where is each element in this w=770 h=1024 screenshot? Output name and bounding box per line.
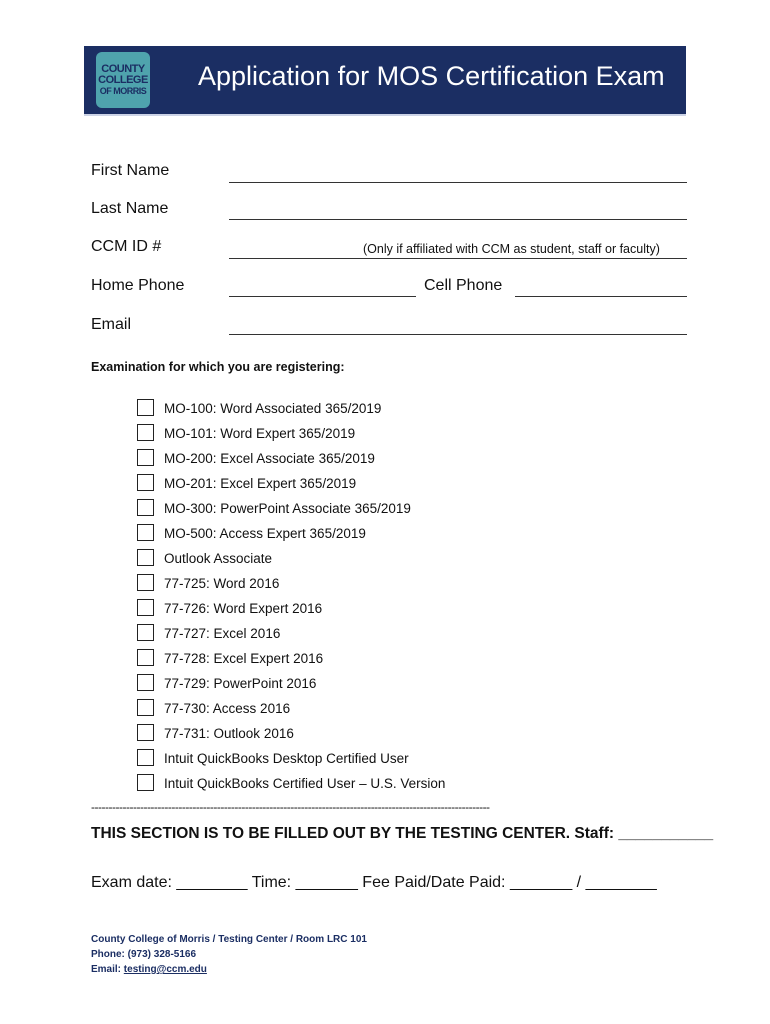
cell-phone-label: Cell Phone	[424, 277, 503, 294]
logo-line-2: COLLEGE	[98, 74, 148, 86]
exam-heading: Examination for which you are registering:	[91, 360, 345, 374]
exam-option-label: 77-728: Excel Expert 2016	[164, 651, 324, 666]
email-label: Email	[91, 316, 132, 333]
exam-info-line: Exam date: ________ Time: _______ Fee Paid/Date Paid: _______ / ________	[91, 874, 657, 891]
testing-center-heading: THIS SECTION IS TO BE FILLED OUT BY THE TESTING CENTER. Staff: ___________	[91, 825, 714, 842]
exam-checkbox[interactable]	[137, 699, 154, 716]
footer-phone: Phone: (973) 328-5166	[91, 949, 197, 960]
first-name-label: First Name	[91, 162, 170, 179]
ccm-id-field[interactable]	[229, 258, 687, 259]
footer-email-link[interactable]: testing@ccm.edu	[123, 964, 207, 975]
exam-option-label: Intuit QuickBooks Certified User – U.S. Version	[164, 776, 446, 791]
home-phone-field[interactable]	[229, 296, 416, 297]
exam-checkbox[interactable]	[137, 499, 154, 516]
exam-option-label: 77-726: Word Expert 2016	[164, 601, 323, 616]
exam-option-label: MO-100: Word Associated 365/2019	[164, 401, 382, 416]
exam-checkbox[interactable]	[137, 599, 154, 616]
exam-option-label: 77-731: Outlook 2016	[164, 726, 294, 741]
page-title: Application for MOS Certification Exam	[198, 61, 665, 91]
exam-checkbox[interactable]	[137, 474, 154, 491]
last-name-field[interactable]	[229, 219, 687, 220]
exam-checkbox[interactable]	[137, 574, 154, 591]
cell-phone-field[interactable]	[515, 296, 687, 297]
footer-address: County College of Morris / Testing Center / Room LRC 101	[91, 934, 367, 945]
ccm-id-label: CCM ID #	[91, 238, 162, 255]
exam-option-label: MO-201: Excel Expert 365/2019	[164, 476, 357, 491]
footer-email-line	[91, 962, 367, 977]
logo-line-3: OF MORRIS	[99, 85, 147, 96]
ccm-id-note: (Only if affiliated with CCM as student, staff or faculty)	[363, 242, 660, 256]
exam-option-label: Outlook Associate	[164, 551, 273, 566]
exam-option-label: MO-200: Excel Associate 365/2019	[164, 451, 375, 466]
exam-checkbox[interactable]	[137, 774, 154, 791]
exam-option-label: MO-101: Word Expert 365/2019	[164, 426, 356, 441]
exam-option-label: 77-725: Word 2016	[164, 576, 280, 591]
exam-option-label: 77-730: Access 2016	[164, 701, 291, 716]
exam-checkbox[interactable]	[137, 524, 154, 541]
exam-checkbox[interactable]	[137, 749, 154, 766]
exam-checkbox[interactable]	[137, 624, 154, 641]
first-name-field[interactable]	[229, 182, 687, 183]
exam-option-label: MO-500: Access Expert 365/2019	[164, 526, 366, 541]
footer-contact	[91, 932, 367, 977]
exam-checkbox[interactable]	[137, 449, 154, 466]
header-banner	[84, 46, 686, 116]
footer-email-prefix: Email:	[91, 964, 124, 975]
exam-checkbox[interactable]	[137, 549, 154, 566]
exam-checkbox[interactable]	[137, 399, 154, 416]
exam-option-label: MO-300: PowerPoint Associate 365/2019	[164, 501, 411, 516]
home-phone-label: Home Phone	[91, 277, 185, 294]
exam-checkbox[interactable]	[137, 649, 154, 666]
exam-option-label: Intuit QuickBooks Desktop Certified User	[164, 751, 409, 766]
last-name-label: Last Name	[91, 200, 169, 217]
exam-checkbox[interactable]	[137, 724, 154, 741]
email-field[interactable]	[229, 334, 687, 335]
logo-line-1: COUNTY	[101, 63, 145, 75]
college-logo	[96, 52, 150, 108]
exam-checkbox[interactable]	[137, 674, 154, 691]
section-divider: ------------------------------------------------------------------------------------------------------------------	[91, 800, 490, 814]
exam-checkbox[interactable]	[137, 424, 154, 441]
exam-option-label: 77-727: Excel 2016	[164, 626, 281, 641]
exam-option-label: 77-729: PowerPoint 2016	[164, 676, 317, 691]
